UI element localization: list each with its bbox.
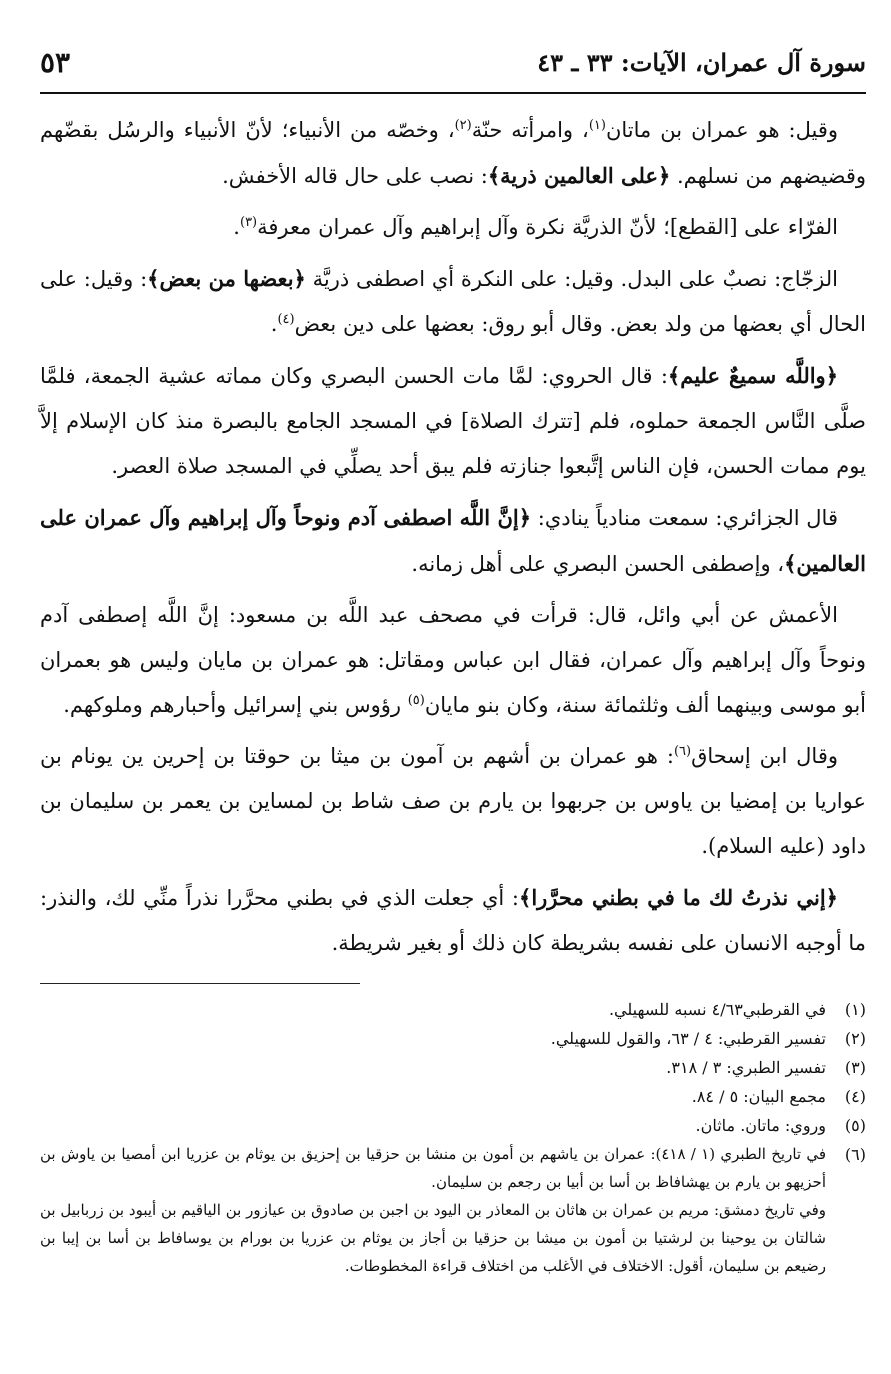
- paragraph-3: الزجّاج: نصبٌ على البدل. وقيل: على النكرة أي اصطفى ذريَّة ﴿بعضها من بعض﴾: وقيل: على الحال أي بعضها من ولد بعض. وقال أبو روق: بعضها على دين بعض$^{(٤)}$.: [40, 266, 866, 336]
- paragraph-1: وقيل: هو عمران بن ماتان$^{(١)}$، وامرأته حنّة$^{(٢)}$، وخصّه من الأنبياء؛ لأنّ الأنبياء والرسُل بقضّهم وقضيضهم من نسلهم. ﴿على العالمين ذرية﴾: نصب على حال قاله الأخفش.: [40, 118, 866, 188]
- page-header: [40, 40, 866, 94]
- book-page: [40, 40, 866, 1360]
- quranic-quote: ﴿على العالمين ذرية﴾: [487, 163, 671, 188]
- page-number: ٥٣: [40, 46, 71, 79]
- footnote-6: (٦) في تاريخ الطبري (١ / ٤١٨): عمران بن ياشهم بن أمون بن منشا بن حزقيا بن إحزيق بن يوثام بن عزريا ابن أمصيا بن ياوش بن أحزيهو بن يارم بن يهشافاظ بن أسا بن أبيا بن رجعم بن سليمان.: [40, 1145, 866, 1191]
- footnote-2: (٢) تفسير القرطبي: ٤ / ٦٣، والقول للسهيلي.: [550, 1029, 866, 1048]
- paragraph-6: الأعمش عن أبي وائل، قال: قرأت في مصحف عبد اللَّه بن مسعود: إنَّ اللَّه إصطفى آدم ونوحاً وآل إبراهيم وآل عمران، فقال ابن عباس ومقاتل: هو عمران بن مايان وليس هو بعمران أبو موسى وبينهما ألف وثلثمائة سنة، وكان بنو مايان$^{(٥)}$ رؤوس بني إسرائيل وأحبارهم وملوكهم.: [40, 603, 866, 717]
- footnote-ref: (٦): [673, 744, 692, 759]
- paragraph-8: ﴿إني نذرتُ لك ما في بطني محرَّرا﴾: أي جعلت الذي في بطني محرَّرا نذراً منِّي لك، والنذر: ما أوجبه الانسان على نفسه بشريطة كان ذلك أو بغير شريطة.: [40, 885, 866, 955]
- footnote-6-continuation: وفي تاريخ دمشق: مريم بن عمران بن هاثان بن المعاذر بن اليود بن اجبن بن صادوق بن عيازور بن الياقيم بن أيبود بن زربابيل بن شالتان بن يوحينا بن لرشتيا بن أمون بن ميشا بن حزقيا بن أجاز بن يوثام بن عزريا بن بورام بن يوسافاط بن أسا بن إيبا بن رضيعم بن سليمان، أقول: الاختلاف في الأغلب من اختلاف قراءة المخطوطات.: [40, 1201, 826, 1275]
- running-title: سورة آل عمران، الآيات: ٣٣ ـ ٤٣: [537, 48, 866, 77]
- quranic-quote: ﴿إنَّ اللَّه اصطفى آدم ونوحاً وآل إبراهيم وآل عمران على العالمين﴾: [40, 505, 866, 576]
- quranic-quote: ﴿إني نذرتُ لك ما في بطني محرَّرا﴾: [519, 885, 838, 910]
- footnote-5: (٥) وروي: ماتان. ماثان.: [695, 1116, 866, 1135]
- footnote-ref: (٥): [407, 693, 425, 708]
- footnote-ref: (٢): [454, 118, 472, 133]
- footnote-ref: (٤): [277, 312, 295, 327]
- quranic-quote: ﴿واللَّه سميعٌ عليم﴾: [667, 363, 838, 388]
- main-text: [40, 108, 866, 966]
- quranic-quote: ﴿بعضها من بعض﴾: [147, 266, 306, 291]
- footnote-ref: (٣): [239, 215, 258, 230]
- paragraph-4: ﴿واللَّه سميعٌ عليم﴾: قال الحروي: لمَّا مات الحسن البصري وكان مماته عشية الجمعة، فلمَّا صلَّى النَّاس الجمعة حملوه، فلم [تترك الصلاة] في المسجد الجامع بالبصرة منذ كان الإسلام إلاَّ يوم ممات الحسن، فإن الناس إتَّبعوا جنازته فلم يبق أحد يصلِّي في المسجد صلاة العصر.: [40, 363, 866, 478]
- footnote-ref: (١): [588, 118, 606, 133]
- paragraph-7: وقال ابن إسحاق$^{(٦)}$: هو عمران بن أشهم بن آمون بن ميثا بن حوقتا بن إحرين ين يونام بن عواريا بن إمضيا بن ياوس بن جربهوا بن يارم بن صف شاط بن لمساين بن يعمر بن سليمان بن داود (عليه السلام).: [40, 744, 866, 858]
- footnote-3: (٣) تفسير الطبري: ٣ / ٣١٨.: [666, 1058, 866, 1077]
- footnote-4: (٤) مجمع البيان: ٥ / ٨٤.: [691, 1087, 866, 1106]
- paragraph-5: قال الجزائري: سمعت منادياً ينادي: ﴿إنَّ اللَّه اصطفى آدم ونوحاً وآل إبراهيم وآل عمران على العالمين﴾، وإصطفى الحسن البصري على أهل زمانه.: [40, 505, 866, 576]
- footnotes: [40, 995, 866, 1280]
- footnote-1: (١) في القرطبي٤/٦٣ نسبه للسهيلي.: [608, 1000, 866, 1019]
- footnote-separator: [40, 983, 360, 984]
- paragraph-2: الفرّاء على [القطع]؛ لأنّ الذريَّة نكرة وآل إبراهيم وآل عمران معرفة$^{(٣)}$.: [233, 215, 838, 239]
